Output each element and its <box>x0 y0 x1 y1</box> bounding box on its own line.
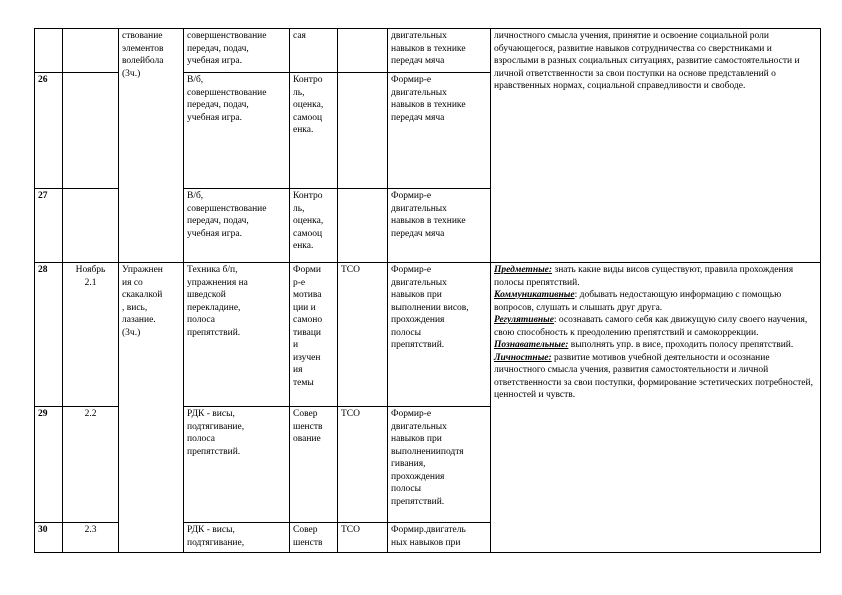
date-cell: Ноябрь 2.1 <box>63 263 119 407</box>
date-cell: 2.2 <box>63 407 119 523</box>
lesson-content-cell: РДК - висы, подтягивание, полоса препятствий. <box>184 407 290 523</box>
date-cell <box>63 73 119 189</box>
result-cell: двигательных навыков в технике передач мяча <box>388 29 491 73</box>
date-cell <box>63 189 119 263</box>
result-cell: Формир.двигатель ных навыков при <box>388 523 491 553</box>
uud-subject-item <box>494 264 817 289</box>
uud-text: : осознавать самого себя как движущую силу своего научения, свою способность к преодолению препятствий и самокоррекции. <box>494 315 808 338</box>
control-cell: Совер шенств ование <box>290 407 338 523</box>
table-row <box>35 263 821 407</box>
equipment-cell <box>338 189 388 263</box>
uud-communicative-item <box>494 289 817 314</box>
uud-text: знать какие виды висов существуют, правила прохождения полосы препятствий. <box>494 265 794 288</box>
table-row <box>35 29 821 73</box>
equipment-cell <box>338 29 388 73</box>
uud-label: Регулятивные <box>494 315 554 325</box>
control-cell: Контро ль, оценка, самооц енка. <box>290 73 338 189</box>
lesson-content-cell: Техника б/п, упражнения на шведской перекладине, полоса препятствий. <box>184 263 290 407</box>
control-cell: сая <box>290 29 338 73</box>
uud-personal-item <box>494 352 817 402</box>
uud-cognitive-item <box>494 339 817 352</box>
lesson-plan-table <box>34 28 821 553</box>
lesson-number-cell: 28 <box>35 263 63 407</box>
control-cell: Совер шенств <box>290 523 338 553</box>
result-cell: Формир-е двигательных навыков при выполнении висов, прохождения полосы препятствий. <box>388 263 491 407</box>
lesson-content-cell: совершенствование передач, подач, учебная игра. <box>184 29 290 73</box>
lesson-number-cell: 26 <box>35 73 63 189</box>
equipment-cell: ТСО <box>338 263 388 407</box>
section-cell: Упражнен ия со скакалкой , вись, лазание. (3ч.) <box>119 263 184 553</box>
uud-label: Личностные: <box>494 352 552 363</box>
uud-regulatory-item <box>494 314 817 339</box>
uud-text: выполнять упр. в висе, проходить полосу препятствий. <box>568 340 794 350</box>
control-cell: Контро ль, оценка, самооц енка. <box>290 189 338 263</box>
uud-label: Предметные: <box>494 265 553 275</box>
equipment-cell: ТСО <box>338 407 388 523</box>
lesson-number-cell: 29 <box>35 407 63 523</box>
uud-text: : добывать недостающую информацию с помощью вопросов, слушать и слышать друг друга. <box>494 290 782 313</box>
equipment-cell: ТСО <box>338 523 388 553</box>
result-cell: Формир-е двигательных навыков в технике передач мяча <box>388 73 491 189</box>
lesson-number-cell <box>35 29 63 73</box>
lesson-content-cell: В/б, совершенствование передач, подач, учебная игра. <box>184 189 290 263</box>
date-cell: 2.3 <box>63 523 119 553</box>
learning-activities-cell <box>491 263 821 553</box>
uud-text: развитие мотивов учебной деятельности и осознание личностного смысла учения, развития самостоятельности и личной ответственности за свои поступки, формирование эстетических потребностей, ценностей и чувств. <box>494 352 813 400</box>
section-cell: ствование элементов волейбола (3ч.) <box>119 29 184 263</box>
uud-label: Познавательные: <box>494 340 569 350</box>
lesson-content-cell: РДК - висы, подтягивание, <box>184 523 290 553</box>
date-cell <box>63 29 119 73</box>
result-cell: Формир-е двигательных навыков при выполненииподтя гивания, прохождения полосы препятствий. <box>388 407 491 523</box>
uud-label: Коммуникативные <box>494 290 575 300</box>
lesson-content-cell: В/б, совершенствование передач, подач, учебная игра. <box>184 73 290 189</box>
learning-activities-cell: личностного смысла учения, принятие и освоение социальной роли обучающегося, развитие навыков сотрудничества со сверстниками и взрослыми в разных социальных ситуациях, развитие самостоятельности и личной ответственности за свои поступки на основе представлений о нравственных нормах, социальной справедливости и свободе. <box>491 29 821 263</box>
result-cell: Формир-е двигательных навыков в технике передач мяча <box>388 189 491 263</box>
lesson-number-cell: 30 <box>35 523 63 553</box>
control-cell: Форми р-е мотива ции и самоно тиваци и изучен ия темы <box>290 263 338 407</box>
lesson-number-cell: 27 <box>35 189 63 263</box>
equipment-cell <box>338 73 388 189</box>
